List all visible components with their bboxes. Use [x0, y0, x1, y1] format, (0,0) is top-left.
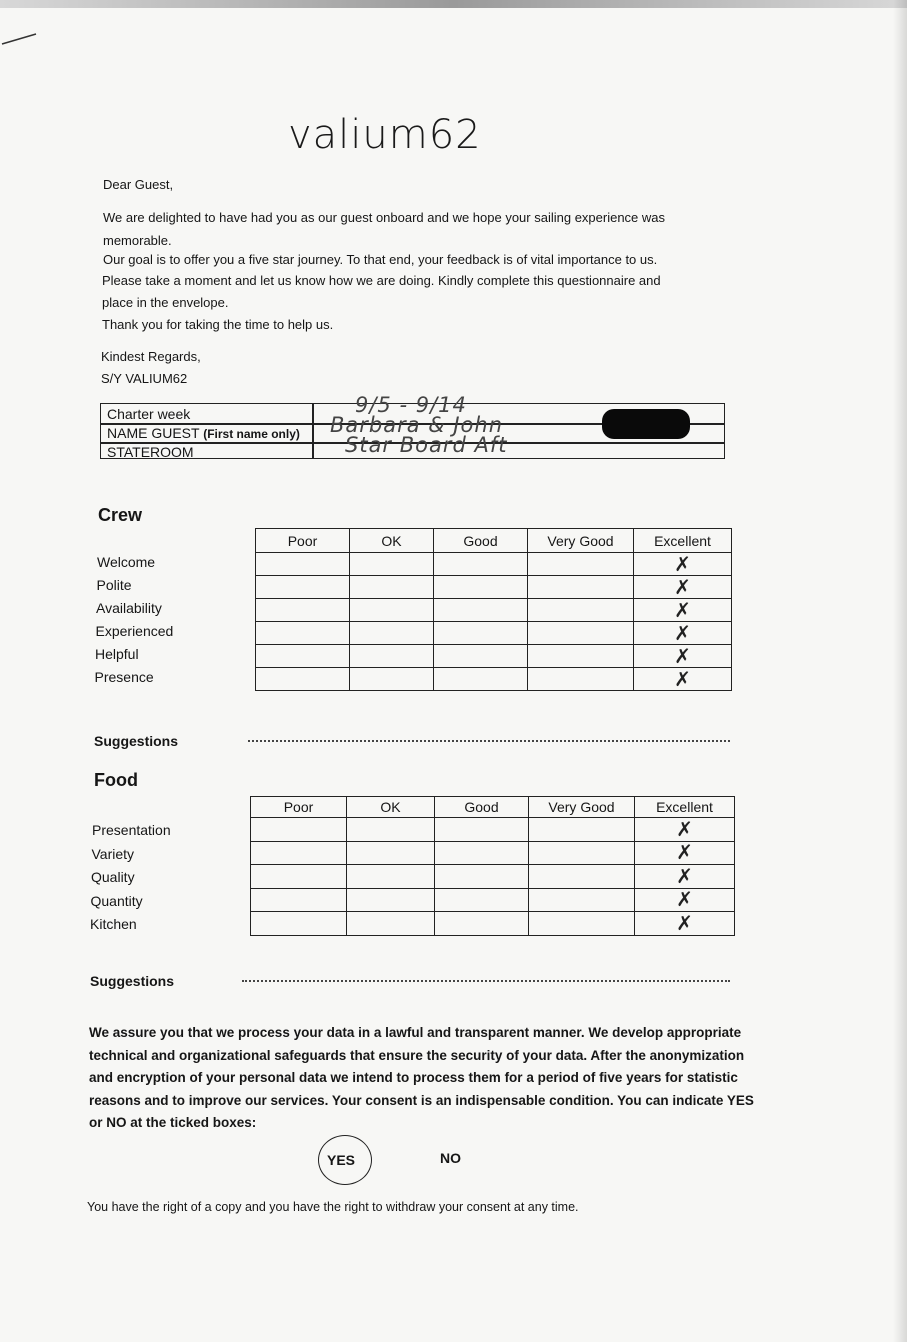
food-rating-cell[interactable] [635, 888, 735, 912]
pen-stroke-icon [0, 0, 40, 50]
food-rating-cell[interactable] [251, 841, 347, 865]
food-rating-grid [250, 796, 735, 936]
crew-rating-cell[interactable] [434, 553, 528, 576]
crew-rating-cell[interactable] [528, 645, 634, 668]
crew-section-title: Crew [98, 505, 143, 525]
x-mark-icon: ✗ [674, 574, 691, 599]
crew-rating-cell[interactable] [634, 645, 732, 668]
letter-line: Thank you for taking the time to help us. [102, 317, 334, 332]
letter-line: We are delighted to have had you as our guest onboard and we hope your sailing experience was [103, 210, 666, 225]
crew-column-header: Good [434, 529, 528, 553]
crew-rating-cell[interactable] [528, 622, 634, 645]
stateroom-label: STATEROOM [107, 444, 194, 460]
food-rating-cell[interactable] [435, 818, 529, 842]
food-suggestions-line[interactable] [242, 980, 730, 982]
crew-suggestions-line[interactable] [248, 740, 730, 742]
crew-rating-cell[interactable] [634, 622, 732, 645]
crew-item-label: Presence [94, 669, 154, 685]
crew-rating-grid [255, 528, 732, 691]
food-suggestions-label: Suggestions [90, 973, 175, 989]
crew-column-header: Excellent [634, 529, 732, 553]
letter-line: memorable. [103, 233, 172, 248]
food-rating-cell[interactable] [435, 865, 529, 889]
crew-rating-row [256, 576, 732, 599]
crew-rating-cell[interactable] [528, 553, 634, 576]
food-rating-cell[interactable] [347, 888, 435, 912]
crew-rating-cell[interactable] [350, 553, 434, 576]
food-rating-cell[interactable] [529, 865, 635, 889]
food-section-title: Food [94, 770, 138, 790]
crew-rating-cell[interactable] [434, 668, 528, 691]
x-mark-icon: ✗ [674, 643, 691, 668]
food-rating-cell[interactable] [251, 865, 347, 889]
crew-rating-cell[interactable] [434, 645, 528, 668]
letter-signature: S/Y VALIUM62 [101, 371, 188, 386]
food-rating-cell[interactable] [635, 818, 735, 842]
crew-column-header: OK [350, 529, 434, 553]
crew-rating-cell[interactable] [350, 668, 434, 691]
food-column-header: OK [347, 797, 435, 818]
crew-item-label: Welcome [97, 554, 156, 570]
letter-line: Our goal is to offer you a five star journey. To that end, your feedback is of vital importance to us. [103, 252, 658, 267]
x-mark-icon: ✗ [676, 910, 693, 935]
food-item-label: Quality [91, 869, 135, 885]
crew-rating-cell[interactable] [634, 553, 732, 576]
food-rating-cell[interactable] [435, 841, 529, 865]
crew-rating-row [256, 668, 732, 691]
guest-name-value[interactable]: Barbara & John [330, 413, 503, 437]
food-rating-cell[interactable] [347, 912, 435, 936]
letter-line: Please take a moment and let us know how we are doing. Kindly complete this questionnaire and [102, 273, 661, 288]
food-rating-cell[interactable] [435, 888, 529, 912]
food-item-label: Variety [91, 845, 135, 862]
food-rating-cell[interactable] [435, 912, 529, 936]
food-column-header: Very Good [529, 797, 635, 818]
crew-rating-cell[interactable] [256, 622, 350, 645]
food-rating-cell[interactable] [529, 841, 635, 865]
crew-rating-cell[interactable] [256, 645, 350, 668]
food-rating-cell[interactable] [347, 841, 435, 865]
scan-top-edge [0, 0, 907, 8]
x-mark-icon: ✗ [674, 666, 691, 691]
crew-rating-cell[interactable] [350, 599, 434, 622]
food-rating-cell[interactable] [635, 865, 735, 889]
food-rating-cell[interactable] [251, 818, 347, 842]
food-column-header: Good [435, 797, 529, 818]
crew-item-label: Polite [96, 577, 132, 593]
crew-rating-cell[interactable] [634, 668, 732, 691]
food-column-header: Poor [251, 797, 347, 818]
food-rating-cell[interactable] [529, 818, 635, 842]
crew-rating-cell[interactable] [350, 576, 434, 599]
redaction-block [602, 409, 690, 439]
letter-salutation: Dear Guest, [103, 177, 174, 192]
crew-rating-cell[interactable] [256, 668, 350, 691]
food-rating-cell[interactable] [251, 888, 347, 912]
food-rating-row [251, 865, 735, 889]
food-rating-row [251, 912, 735, 936]
letter-closing: Kindest Regards, [101, 349, 201, 364]
crew-rating-row [256, 553, 732, 576]
x-mark-icon: ✗ [674, 597, 691, 622]
consent-footer: You have the right of a copy and you have the right to withdraw your consent at any time. [87, 1200, 579, 1214]
charter-week-label: Charter week [107, 406, 191, 422]
food-rating-cell[interactable] [347, 865, 435, 889]
food-item-label: Kitchen [90, 916, 137, 932]
x-mark-icon: ✗ [676, 840, 693, 865]
crew-rating-row [256, 622, 732, 645]
food-item-label: Quantity [90, 892, 143, 909]
crew-rating-cell[interactable] [634, 576, 732, 599]
food-rating-cell[interactable] [529, 888, 635, 912]
letter-line: place in the envelope. [102, 295, 229, 310]
crew-rating-cell[interactable] [256, 576, 350, 599]
x-mark-icon: ✗ [676, 887, 693, 912]
food-rating-cell[interactable] [251, 912, 347, 936]
crew-rating-cell[interactable] [434, 576, 528, 599]
crew-suggestions-label: Suggestions [94, 733, 179, 749]
crew-item-label: Helpful [95, 646, 139, 662]
crew-rating-row [256, 599, 732, 622]
food-rating-cell[interactable] [529, 912, 635, 936]
crew-rating-cell[interactable] [256, 553, 350, 576]
crew-rating-row [256, 645, 732, 668]
guest-name-label: NAME GUEST (First name only) [107, 425, 300, 441]
x-mark-icon: ✗ [674, 551, 691, 576]
x-mark-icon: ✗ [674, 620, 691, 645]
crew-rating-cell[interactable] [434, 599, 528, 622]
crew-rating-cell[interactable] [350, 622, 434, 645]
consent-no-option[interactable]: NO [440, 1150, 461, 1166]
crew-column-header: Poor [256, 529, 350, 553]
crew-rating-cell[interactable] [528, 576, 634, 599]
food-rating-cell[interactable] [635, 912, 735, 936]
x-mark-icon: ✗ [676, 816, 693, 841]
consent-yes-option[interactable]: YES [327, 1152, 356, 1168]
food-rating-cell[interactable] [635, 841, 735, 865]
food-rating-row [251, 888, 735, 912]
crew-rating-cell[interactable] [634, 599, 732, 622]
x-mark-icon: ✗ [676, 863, 693, 888]
stateroom-value[interactable]: Star Board Aft [345, 433, 508, 457]
food-rating-row [251, 841, 735, 865]
crew-column-header: Very Good [528, 529, 634, 553]
crew-rating-cell[interactable] [256, 599, 350, 622]
brand-logo: valium62 [288, 112, 482, 158]
charter-week-value[interactable]: 9/5 - 9/14 [355, 393, 467, 417]
food-column-header: Excellent [635, 797, 735, 818]
crew-rating-cell[interactable] [434, 622, 528, 645]
crew-item-label: Experienced [95, 623, 174, 639]
food-rating-row [251, 818, 735, 842]
crew-item-label: Availability [96, 600, 162, 616]
crew-rating-cell[interactable] [528, 599, 634, 622]
food-rating-cell[interactable] [347, 818, 435, 842]
crew-rating-cell[interactable] [528, 668, 634, 691]
crew-rating-cell[interactable] [350, 645, 434, 668]
scan-right-edge [893, 0, 907, 1342]
consent-paragraph: We assure you that we process your data in a lawful and transparent manner. We develop appropriate technical and organizational safeguards that ensure the security of your data. After the anonymization and encryption of your personal data we intend to process them for a period of five years for statistic reasons and to improve our services. Your consent is an indispensable condition. You can indicate YES or NO at the ticked boxes: [89, 1025, 754, 1130]
food-item-label: Presentation [92, 822, 171, 838]
